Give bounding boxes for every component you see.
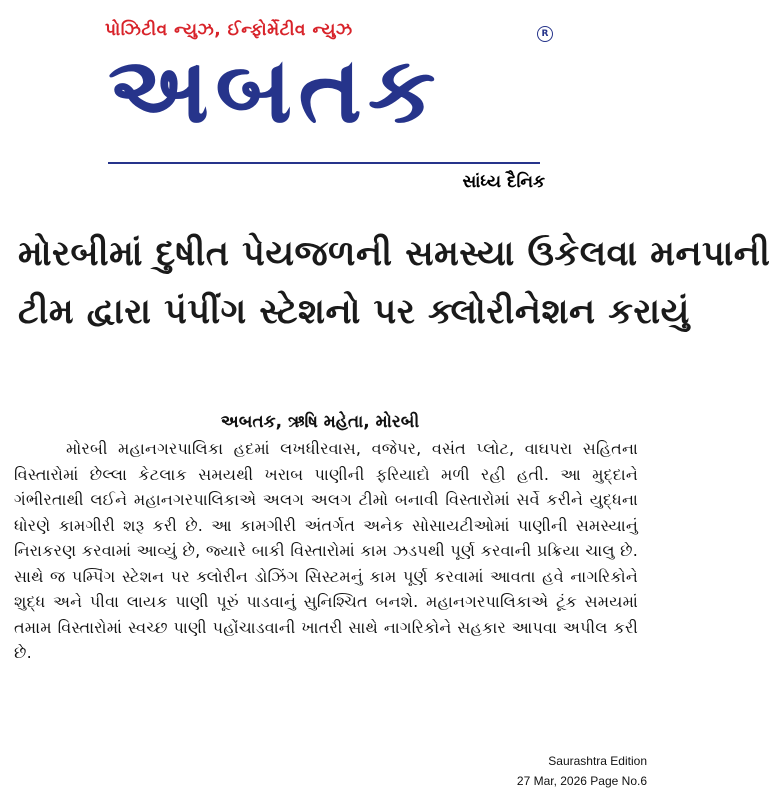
- newspaper-logo: અબતક: [108, 37, 442, 144]
- headline-line-1: મોરબીમાં દુષીત પેયજળની સમસ્યા ઉકેલવા મનપાની: [18, 234, 770, 274]
- edition-label: સાંધ્ય દૈનિક: [462, 172, 545, 192]
- masthead-divider: [108, 162, 540, 164]
- article-body: [14, 436, 638, 666]
- registered-trademark-icon: R: [537, 26, 553, 42]
- footer-date-page: 27 Mar, 2026 Page No.6: [516, 774, 647, 788]
- masthead: [0, 0, 657, 210]
- article-headline: [18, 225, 770, 341]
- article-body-text: મોરબી મહાનગરપાલિકા હદમાં લખધીરવાસ, વજેપર, વસંત પ્લોટ, વાઘપરા સહિતના વિસ્તારોમાં છેલ્લા કેટલાક સમયથી ખરાબ પાણીની ફરિયાદો મળી રહી હતી. આ મુદ્દાને ગંભીરતાથી લઈને મહાનગરપાલિકાએ અલગ અલગ ટીમો બનાવી વિસ્તારોમાં સર્વે કરીને યુદ્ધના ધોરણે કામગીરી શરૂ કરી છે. આ કામગીરી અંતર્ગત અનેક સોસાયટીઓમાં પાણીની સમસ્યાનું નિરાકરણ કરવામાં આવ્યું છે, જ્યારે બાકી વિસ્તારોમાં કામ ઝડપથી પૂર્ણ કરવાની પ્રક્રિયા ચાલુ છે. સાથે જ પમ્પિંગ સ્ટેશન પર ક્લોરીન ડોઝિંગ સિસ્ટમનું કામ પૂર્ણ કરવામાં આવતા હવે નાગરિકોને શુદ્ધ અને પીવા લાયક પાણી પૂરું પાડવાનું સુનિશ્ચિત બનશે. મહાનગરપાલિકાએ ટૂંક સમયમાં તમામ વિસ્તારોમાં સ્વચ્છ પાણી પહોંચાડવાની ખાતરી સાથે નાગરિકોને સહકાર આપવા અપીલ કરી છે.: [14, 439, 638, 662]
- footer-edition: Saurashtra Edition: [548, 754, 647, 768]
- headline-line-2: ટીમ દ્વારા પંપીંગ સ્ટેશનો પર ક્લોરીનેશન કરાયું: [18, 292, 690, 332]
- article-byline: અબતક, ઋષિ મહેતા, મોરબી: [220, 412, 420, 432]
- masthead-tagline: પોઝિટીવ ન્યુઝ, ઈન્ફોર્મેટીવ ન્યુઝ: [105, 20, 353, 40]
